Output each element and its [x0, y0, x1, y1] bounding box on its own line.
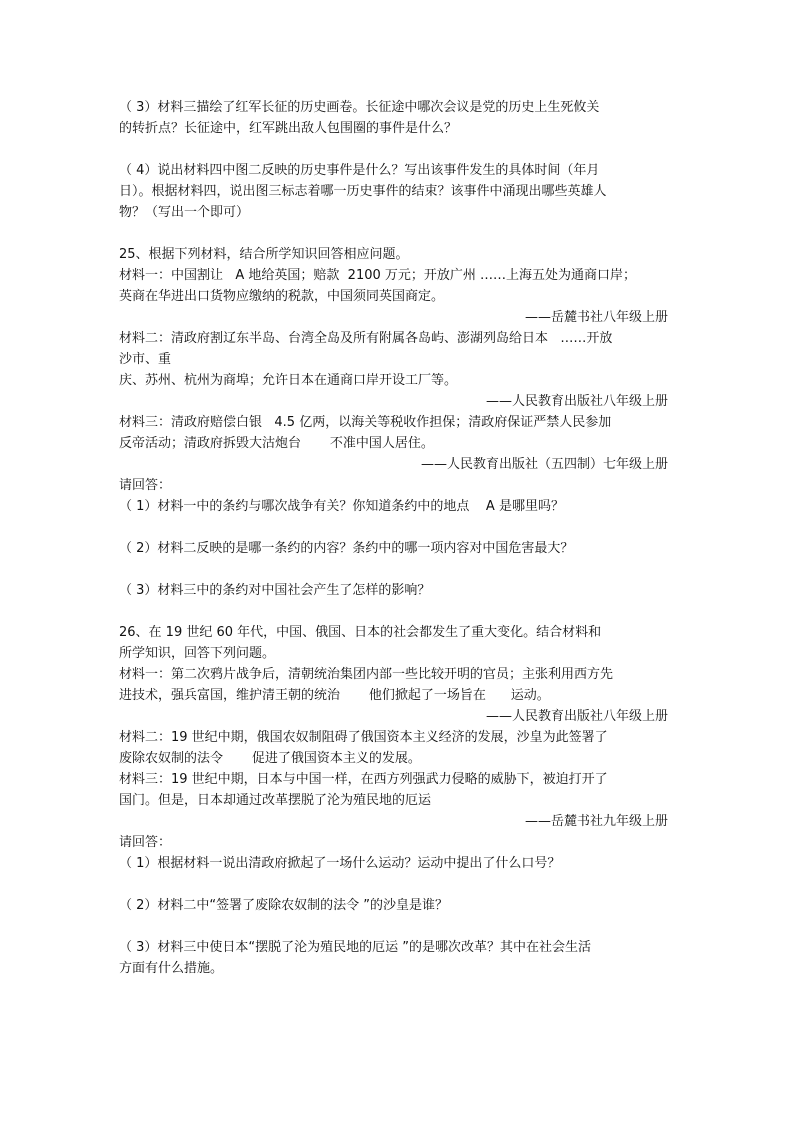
q26-material2-line-1: 材料二：19 世纪中期，俄国农奴制阻碍了俄国资本主义经济的发展，沙皇为此签署了	[119, 730, 608, 745]
q25-material2-line-3: 庆、苏州、杭州为商埠；允许日本在通商口岸开设工厂等。	[119, 373, 458, 388]
q25-material2-line-1: 材料二：清政府割辽东半岛、台湾全岛及所有附属各岛屿、澎湖列岛给日本 ……开放	[119, 331, 613, 346]
q25-material2-source: ——人民教育出版社八年级上册	[485, 394, 668, 409]
q25-question-1: （ 1）材料一中的条约与哪次战争有关？你知道条约中的地点 A 是哪里吗？	[119, 499, 564, 514]
q25-material2-line-2: 沙市、重	[119, 352, 172, 367]
q26-material3-line-2: 国门。但是，日本却通过改革摆脱了沦为殖民地的厄运	[119, 793, 432, 808]
q26-material1-line-2: 进技术，强兵富国，维护清王朝的统治 他们掀起了一场旨在 运动。	[119, 688, 550, 703]
q26-material1-source: ——人民教育出版社八年级上册	[485, 709, 668, 724]
q24-sub4-line-3: 物？（写出一个即可）	[119, 205, 250, 220]
q26-intro-line-2: 所学知识，回答下列问题。	[119, 646, 276, 661]
q25-question-3: （ 3）材料三中的条约对中国社会产生了怎样的影响？	[119, 583, 431, 598]
q25-material1-source: ——岳麓书社八年级上册	[524, 310, 668, 325]
q26-material2-line-2: 废除农奴制的法令 促进了俄国资本主义的发展。	[119, 751, 421, 766]
q25-material3-source: ——人民教育出版社（五四制）七年级上册	[420, 457, 668, 472]
q25-material1-line-1: 材料一：中国割让 A 地给英国；赔款 2100 万元；开放广州 ……上海五处为通商口岸；	[119, 268, 637, 283]
q25-material3-line-1: 材料三：清政府赔偿白银 4.5 亿两，以海关等税收作担保；清政府保证严禁人民参加	[119, 415, 612, 430]
q26-material3-line-1: 材料三：19 世纪中期，日本与中国一样，在西方列强武力侵略的威胁下，被迫打开了	[119, 772, 608, 787]
q26-question-3-line-1: （ 3）材料三中使日本“摆脱了沦为殖民地的厄运 ”的是哪次改革？其中在社会生活	[119, 940, 592, 955]
q26-question-1: （ 1）根据材料一说出清政府掀起了一场什么运动？运动中提出了什么口号？	[119, 856, 561, 871]
q26-question-2: （ 2）材料二中“签署了废除农奴制的法令 ”的沙皇是谁？	[119, 898, 449, 913]
q25-material3-line-2: 反帝活动；清政府拆毁大沽炮台 不准中国人居住。	[119, 436, 434, 451]
q24-sub3-line-2: 的转折点？长征途中，红军跳出敌人包围圈的事件是什么？	[119, 121, 458, 136]
q26-material3-source: ——岳麓书社九年级上册	[524, 814, 668, 829]
q25-material1-line-2: 英商在华进出口货物应缴纳的税款，中国须同英国商定。	[119, 289, 445, 304]
q26-ask: 请回答：	[119, 835, 172, 850]
q26-question-3-line-2: 方面有什么措施。	[119, 961, 224, 976]
q24-sub4-line-1: （ 4）说出材料四中图二反映的历史事件是什么？写出该事件发生的具体时间（年月	[119, 163, 600, 178]
q26-intro-line-1: 26、在 19 世纪 60 年代，中国、俄国、日本的社会都发生了重大变化。结合材料和	[119, 625, 602, 640]
q26-material1-line-1: 材料一：第二次鸦片战争后，清朝统治集团内部一些比较开明的官员；主张利用西方先	[119, 667, 614, 682]
q25-question-2: （ 2）材料二反映的是哪一条约的内容？条约中的哪一项内容对中国危害最大？	[119, 541, 574, 556]
q25-intro: 25、根据下列材料，结合所学知识回答相应问题。	[119, 247, 409, 262]
q24-sub3-line-1: （ 3）材料三描绘了红军长征的历史画卷。长征途中哪次会议是党的历史上生死攸关	[119, 100, 600, 115]
q24-sub4-line-2: 日）。根据材料四，说出图三标志着哪一历史事件的结束？该事件中涌现出哪些英雄人	[119, 184, 607, 199]
q25-ask: 请回答：	[119, 478, 172, 493]
